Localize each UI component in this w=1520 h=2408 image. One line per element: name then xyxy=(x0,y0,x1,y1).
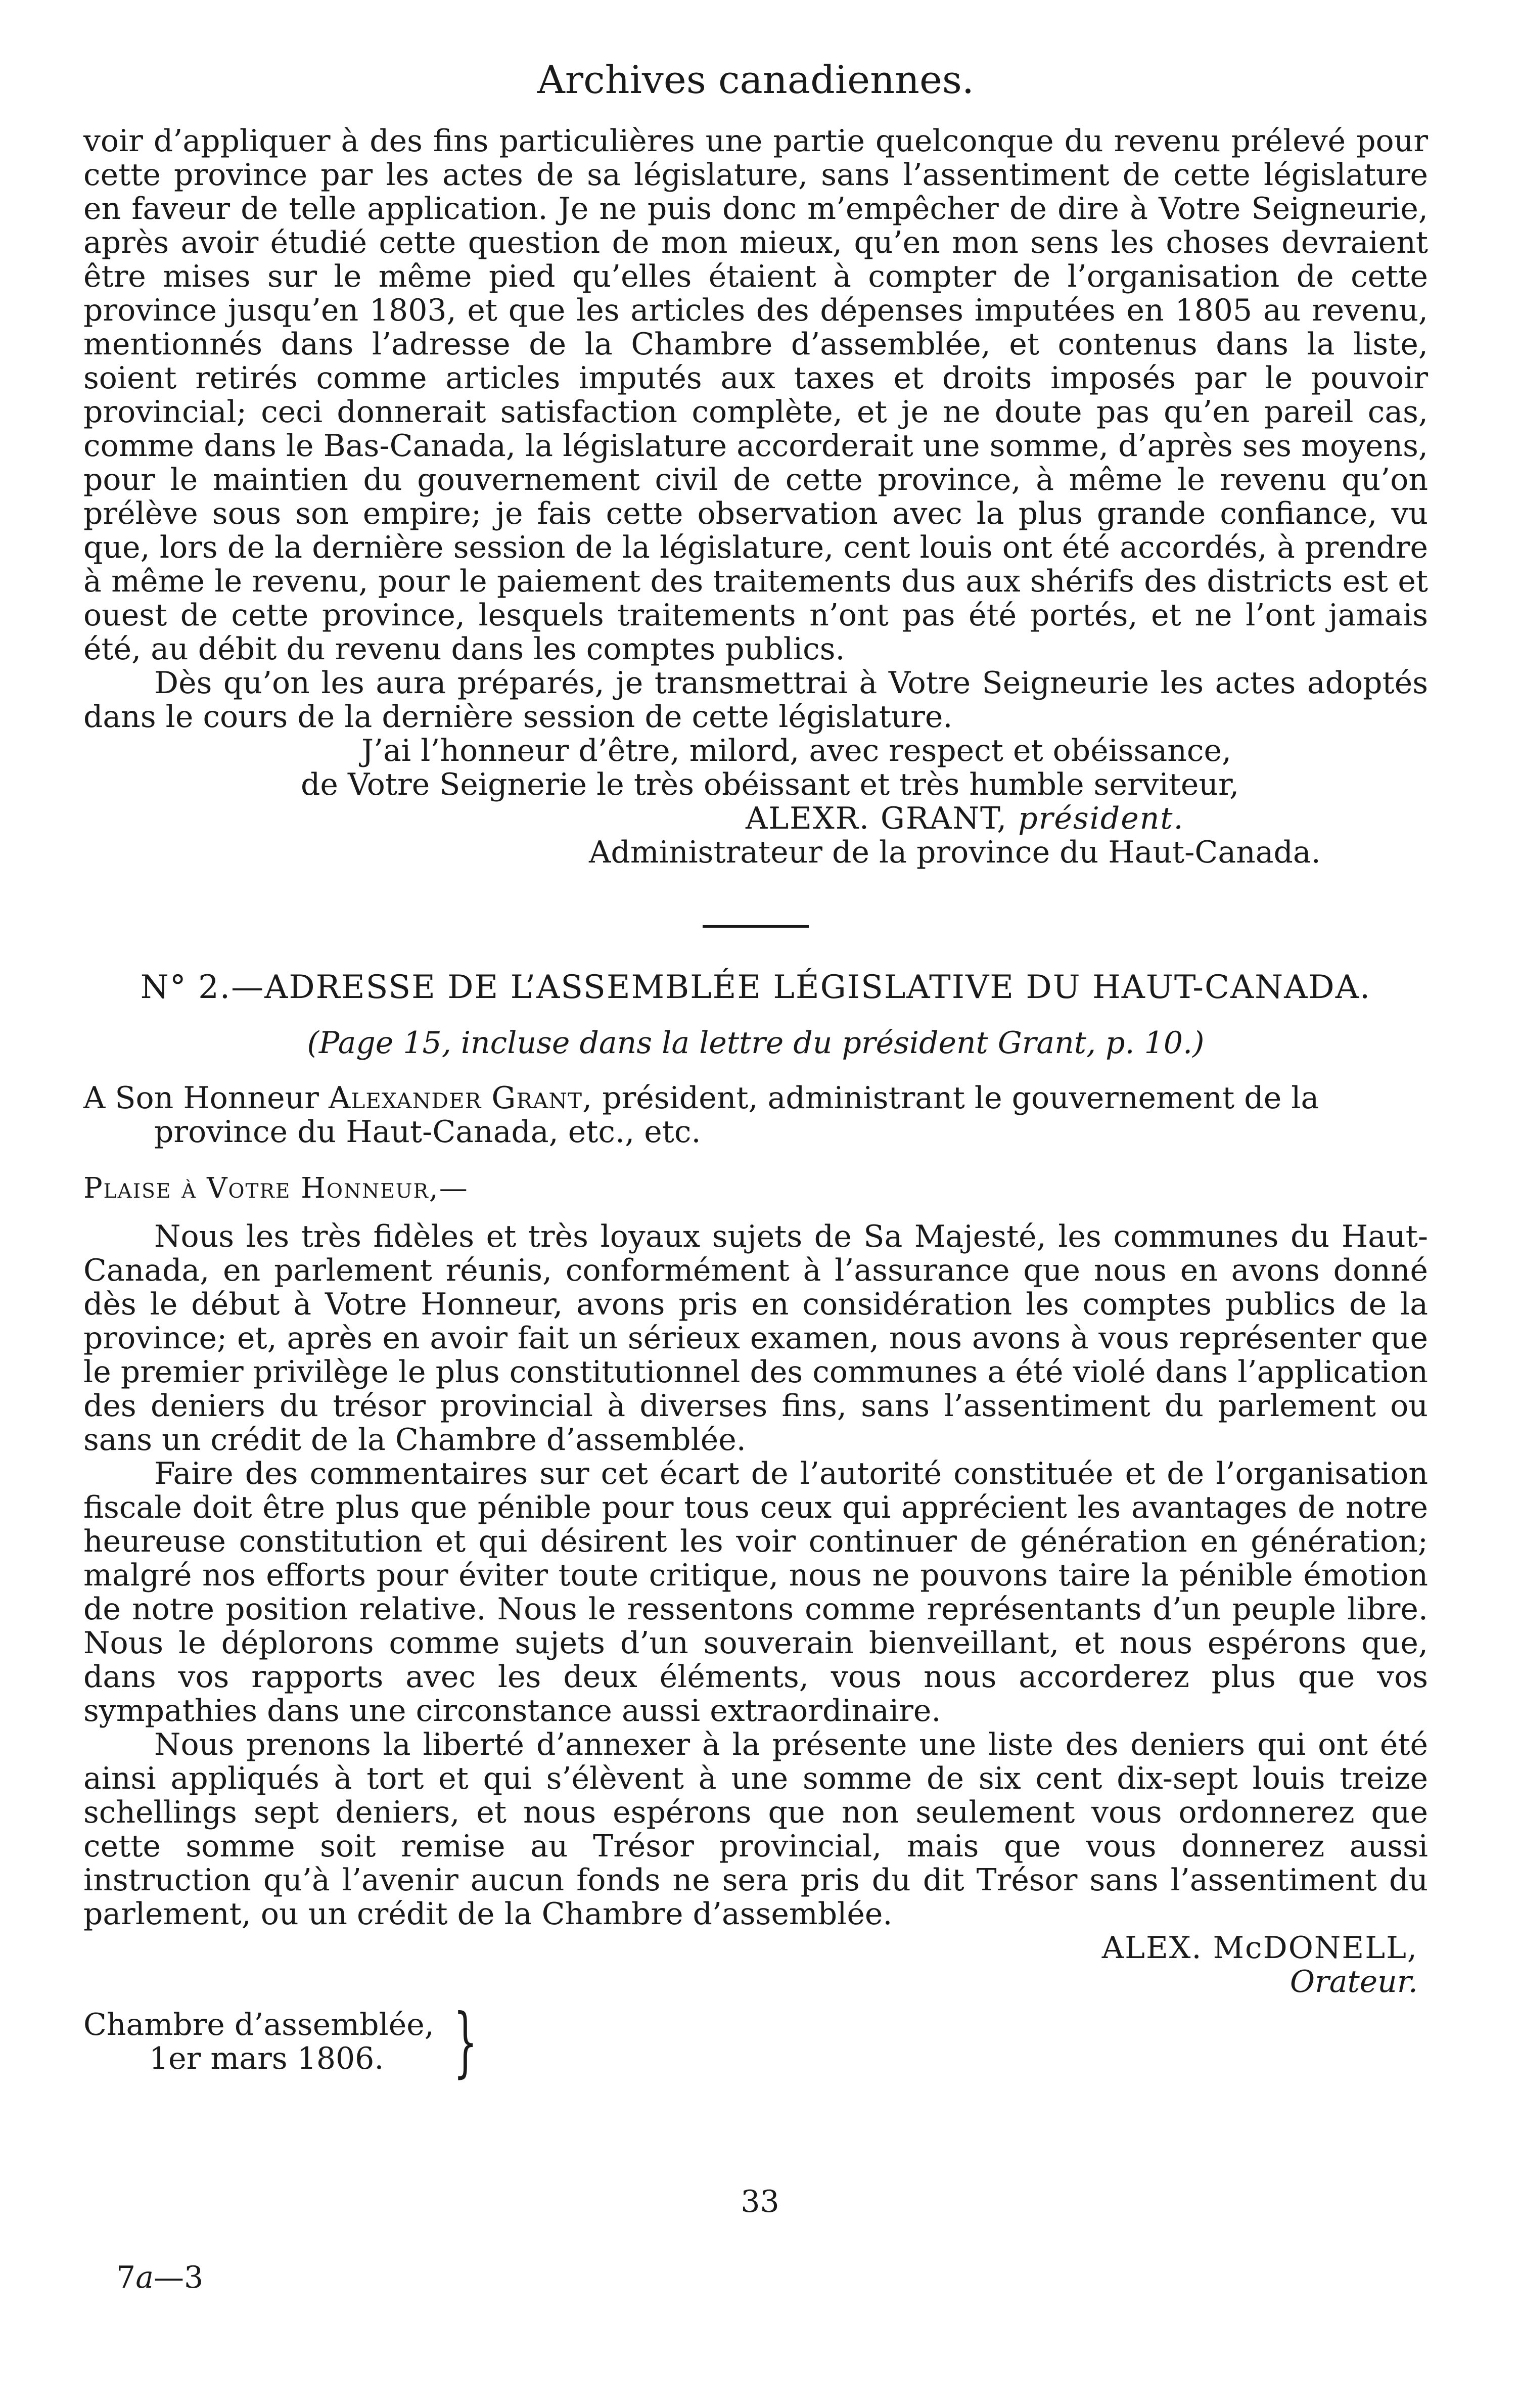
brace-mark: } xyxy=(453,1997,478,2086)
address-paragraph-2: Faire des commentaires sur cet écart de l’autorité constituée et de l’organisation fiscale doit être plus que pénible pour tous ceux qui apprécient les avantages de notre heureuse constitution et qui désirent les voir continuer de génération en génération; malgré nos efforts pour éviter toute critique, nous ne pouvons taire la pénible émotion de notre position relative. Nous le ressentons comme représentants d’un peuple libre. Nous le déplorons comme sujets d’un souverain bienveillant, et nous espérons que, dans vos rapports avec les deux éléments, vous nous accorderez plus que vos sympathies dans une circonstance aussi extraordinaire. xyxy=(83,1456,1428,1729)
closing-line-2: de Votre Seignerie le très obéissant et très humble serviteur, xyxy=(301,767,1239,802)
printer-signature-mark: 7a—3 xyxy=(116,2260,204,2295)
section-reference: (Page 15, incluse dans la lettre du président Grant, p. 10.) xyxy=(307,1025,1205,1061)
letter-closing xyxy=(83,734,1428,870)
letter-paragraph-1: voir d’appliquer à des fins particulières une partie quelconque du revenu prélevé pour cette province par les actes de sa législature, sans l’assentiment de cette législature en faveur de telle application. Je ne puis donc m’empêcher de dire à Votre Seigneurie, après avoir étudié cette question de mon mieux, qu’en mon sens les choses devraient être mises sur le même pied qu’elles étaient à compter de l’organisation de cette province jusqu’en 1803, et que les articles des dépenses imputées en 1805 au revenu, mentionnés dans l’adresse de la Chambre d’assemblée, et contenus dans la liste, soient retirés comme articles imputés aux taxes et droits imposés par le pouvoir provincial; ceci donnerait satisfaction complète, et je ne doute pas qu’en pareil cas, comme dans le Bas-Canada, la législature accorderait une somme, d’après ses moyens, pour le maintien du gouvernement civil de cette province, à même le revenu qu’on prélève sous son empire; je fais cette observation avec la plus grande confiance, vu que, lors de la dernière session de la législature, cent louis ont été accordés, à prendre à même le revenu, pour le paiement des traitements dus aux shérifs des districts est et ouest de cette province, lesquels traitements n’ont pas été portés, et ne l’ont jamais été, au débit du revenu dans les comptes publics. xyxy=(83,123,1428,667)
closing-line-1: J’ai l’honneur d’être, milord, avec respect et obéissance, xyxy=(361,733,1232,768)
signer-role: Orateur. xyxy=(1289,1964,1418,2000)
signature-title: Administrateur de la province du Haut-Canada. xyxy=(589,835,1321,870)
address-paragraph-3: Nous prenons la liberté d’annexer à la présente une liste des deniers qui ont été ainsi appliqués à tort et qui s’élèvent à une somme de six cent dix-sept louis treize schellings sept deniers, et nous espérons que non seulement vous ordonnerez que cette somme soit remise au Trésor provincial, mais que vous donnerez aussi instruction qu’à l’avenir aucun fonds ne sera pris du dit Trésor sans l’assentiment du parlement, ou un crédit de la Chambre d’assemblée. xyxy=(83,1727,1428,1932)
address-paragraph-1: Nous les très fidèles et très loyaux sujets de Sa Majesté, les communes du Haut-Canada, en parlement réunis, conformément à l’assurance que nous en avons donné dès le début à Votre Honneur, avons pris en considération les comptes publics de la province; et, après en avoir fait un sérieux examen, nous avons à vous représenter que le premier privilège le plus constitutionnel des communes a été violé dans l’application des deniers du trésor provincial à diverses fins, sans l’assentiment du parlement ou sans un crédit de la Chambre d’assemblée. xyxy=(83,1218,1428,1458)
signer-name: ALEX. McDONELL, xyxy=(1101,1930,1418,1966)
signature-name: ALEXR. GRANT, xyxy=(746,801,1008,836)
section-heading: N° 2.—ADRESSE DE L’ASSEMBLÉE LÉGISLATIVE DU HAUT-CANADA. xyxy=(140,969,1371,1006)
addressee xyxy=(83,1081,1428,1149)
salutation: Plaise à Votre Honneur,— xyxy=(83,1171,469,1205)
page-number: 33 xyxy=(741,2184,779,2219)
signature-role: président. xyxy=(1018,801,1184,836)
letter-paragraph-2: Dès qu’on les aura préparés, je transmettrai à Votre Seigneurie les actes adoptés dans le cours de la dernière session de cette législature. xyxy=(83,665,1428,735)
address-body xyxy=(83,1220,1428,1931)
document-page xyxy=(83,57,1428,2086)
section-divider xyxy=(703,925,809,928)
running-header: Archives canadiennes. xyxy=(537,57,975,102)
letter-body xyxy=(83,124,1428,734)
date: 1er mars 1806. xyxy=(149,2040,384,2076)
place: Chambre d’assemblée, xyxy=(83,2007,434,2042)
addressee-prefix: A Son Honneur xyxy=(83,1080,319,1116)
addressee-rest: président, administrant le gouvernement de la province du Haut-Canada, etc., etc. xyxy=(154,1080,1319,1150)
place-and-date xyxy=(83,1997,1428,2086)
address-signature xyxy=(83,1931,1428,1999)
addressee-name: Alexander Grant, xyxy=(329,1080,593,1116)
letter-signature xyxy=(83,802,1428,836)
